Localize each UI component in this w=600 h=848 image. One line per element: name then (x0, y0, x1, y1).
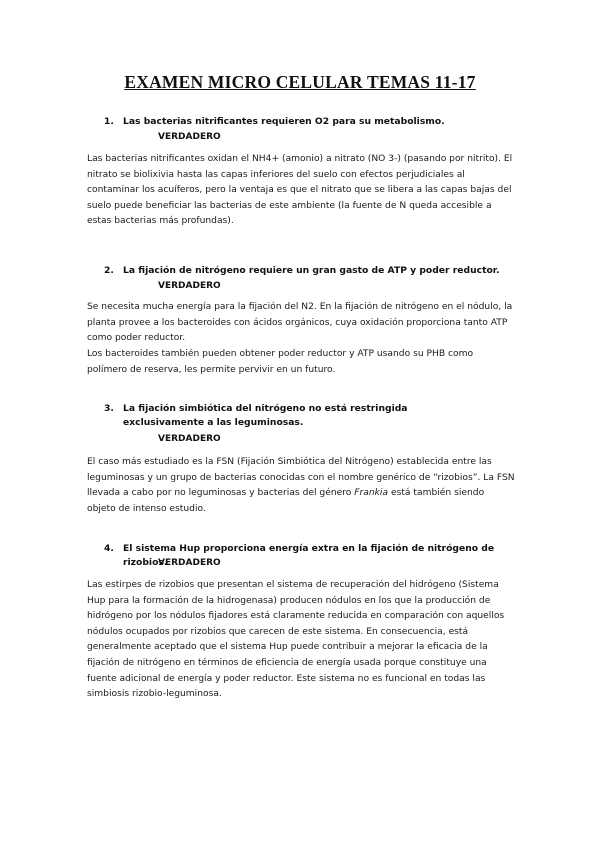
answer-label: VERDADERO (158, 281, 221, 291)
answer-paragraph: Las bacterias nitrificantes oxidan el NH4+ (amonio) a nitrato (NO 3-) (pasando por nitrito). El nitrato se biolixivia hasta las capas inferiores del suelo con efectos perjudiciales al contaminar los acuíferos, pero la ventaja es que el nitrato que se libera a las capas bajas del suelo puede beneficiar las bacterias de este ambiente (la fuente de N queda accesible a estas bacterias más profundas). (87, 154, 513, 227)
answer-paragraph: Las estirpes de rizobios que presentan el sistema de recuperación del hidrógeno (Sistema Hup para la formación de la hidrogenasa) producen nódulos en los que la producción de hidrógeno por los nódulos fijadores está claramente reducida en comparación con aquellos nódulos ocupados por rizobios que carecen de este sistema. En consecuencia, está generalmente aceptado que el sistema Hup puede contribuir a mejorar la eficacia de la fijación de nitrógeno en términos de eficiencia de energía usada porque constituye una fuente adicional de energía y poder reductor. Este sistema no es funcional en todas las simbiosis rizobio-leguminosa. (87, 580, 505, 700)
question-text: Las bacterias nitrificantes requieren O2 para su metabolismo. (123, 116, 445, 127)
answer-label: VERDADERO (158, 434, 221, 444)
answer-paragraph: Se necesita mucha energía para la fijación del N2. En la fijación de nitrógeno en el nódulo, la planta provee a los bacteroides con ácidos orgánicos, cuya oxidación proporciona tanto ATP como poder reductor. (87, 302, 513, 344)
answer-text: El caso más estudiado es la FSN (Fijación Simbiótica del Nitrógeno) establecida entre las leguminosas y un grupo de bacterias conocidas con el nombre genérico de “rizobios”. La FSN llevada a cabo por no leguminosas y bacterias del género (87, 457, 515, 499)
question-2 (104, 264, 504, 278)
genus-name: Frankia (354, 488, 389, 499)
answer-paragraph: Los bacteroides también pueden obtener poder reductor y ATP usando su PHB como polímero de reserva, les permite pervivir en un futuro. (87, 349, 474, 375)
answer-paragraph (87, 455, 515, 517)
question-text: La fijación de nitrógeno requiere un gran gasto de ATP y poder reductor. (123, 265, 500, 276)
question-number: 1. (104, 116, 114, 127)
question-number: 3. (104, 403, 114, 414)
question-text: El sistema Hup proporciona energía extra en la fijación de nitrógeno de rizobios. (123, 543, 495, 568)
question-1 (104, 115, 504, 129)
question-number: 4. (104, 543, 114, 554)
answer-text: está también siendo objeto de intenso estudio. (87, 488, 485, 514)
answer-label: VERDADERO (158, 558, 221, 568)
question-3 (104, 402, 464, 430)
question-text: La fijación simbiótica del nitrógeno no está restringida exclusivamente a las leguminosas. (123, 403, 408, 428)
answer-label: VERDADERO (158, 132, 221, 142)
question-number: 2. (104, 265, 114, 276)
page-title: EXAMEN MICRO CELULAR TEMAS 11-17 (124, 72, 476, 92)
